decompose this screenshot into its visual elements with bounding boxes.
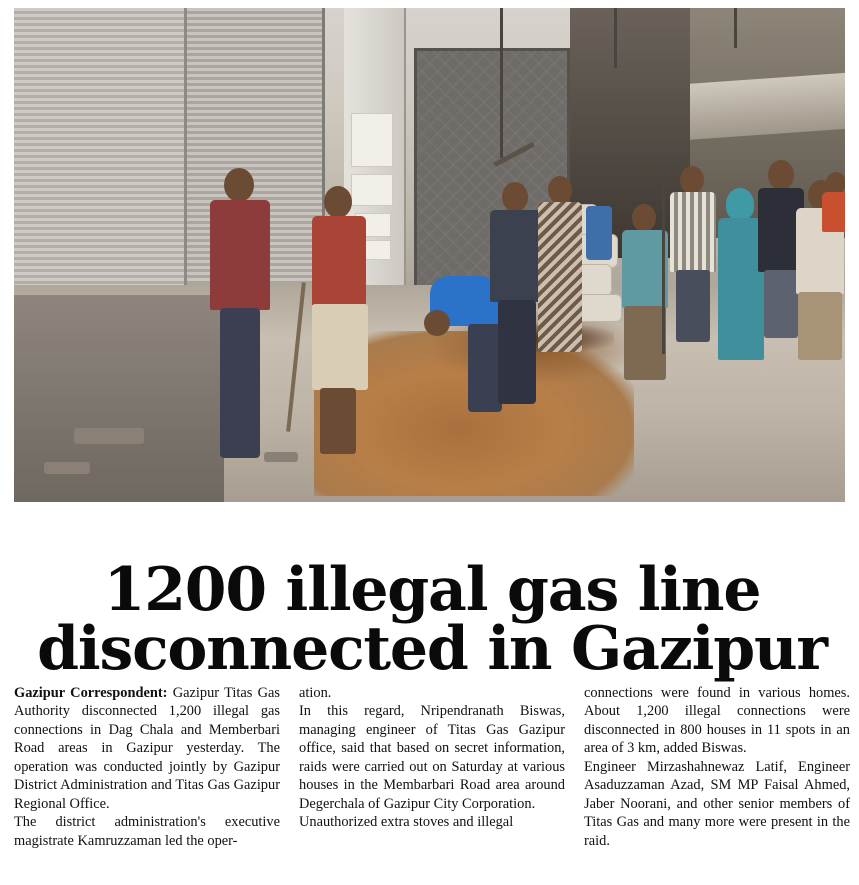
paragraph-text: Gazipur Titas Gas Authority disconnected 1,200 illegal gas connections in Dag Chala and Memberbari Road areas in Gazipur yesterday. The operation was conducted jointly by Gazipur District Administration and Titas Gas Gazipur Regional Office. [14,685,280,812]
person-standing-maroon-shirt [202,168,280,468]
paragraph: ation. [299,685,332,701]
person-woman-patterned-dress [534,176,586,361]
headline-line-1: 1200 illegal gas line [103,555,761,626]
person-torso [670,192,716,272]
person-head [424,310,450,336]
rubble-1 [74,428,144,444]
person-head [324,186,352,218]
article-body [14,684,850,850]
person-torso [210,200,270,310]
person-lungi [312,304,368,390]
paragraph: Engineer Mirzashahnewaz Latif, Engineer Asaduzzaman Azad, SM MP Faisal Ahmed, Jaber Noorani, and other senior members of Titas Gas and many more were present in the raid. [584,758,850,849]
paragraph: The district administration's executive magistrate Kamruzzaman led the oper- [14,814,280,849]
article-column-2 [299,684,565,850]
person-head [632,204,656,232]
overhead-cable-3 [734,8,737,48]
person-lungi [798,292,842,360]
article-column-3 [584,684,850,850]
child-head [826,172,845,194]
iron-rod [662,164,665,354]
person-head-scarf [726,188,754,220]
paragraph [14,684,280,813]
article-column-1 [14,684,280,850]
news-photo [14,8,845,502]
person-with-shovel-red-shirt [306,186,374,461]
person-dress [538,202,582,352]
paragraph: In this regard, Nripendranath Biswas, managing engineer of Titas Gas Gazipur office, said that based on secret information, raids were carried out on Saturday at various houses in the Membarbari Road area around Degerchala of Gazipur City Corporation. [299,703,565,812]
paragraph: Unauthorized extra stoves and illegal [299,814,514,831]
person-legs [320,388,356,454]
overhead-cable-2 [614,8,617,68]
person-legs [676,270,710,342]
shop-shutter-left [14,8,187,308]
headline-line-2: disconnected in Gazipur [37,613,827,684]
person-head [768,160,794,190]
person-head [548,176,572,204]
person-head [502,182,528,212]
person-legs [220,308,260,458]
overhead-cable-1 [500,8,503,158]
blue-drum [586,206,612,260]
photo-scene [14,8,845,502]
person-torso [312,216,366,306]
person-head [680,166,704,194]
page-headline [14,555,850,684]
byline: Gazipur Correspondent: [14,685,168,701]
person-lungi [624,306,666,380]
rubble-2 [44,462,90,474]
person-holding-child [792,172,845,362]
wall-poster-1 [351,113,393,167]
shop-awning [690,72,845,140]
child-body [822,192,845,232]
person-head [224,168,254,202]
paragraph: connections were found in various homes. About 1,200 illegal connections were disconnected in 800 houses in 11 spots in an area of 3 km, added Biswas. [584,685,850,757]
person-legs [498,300,536,404]
